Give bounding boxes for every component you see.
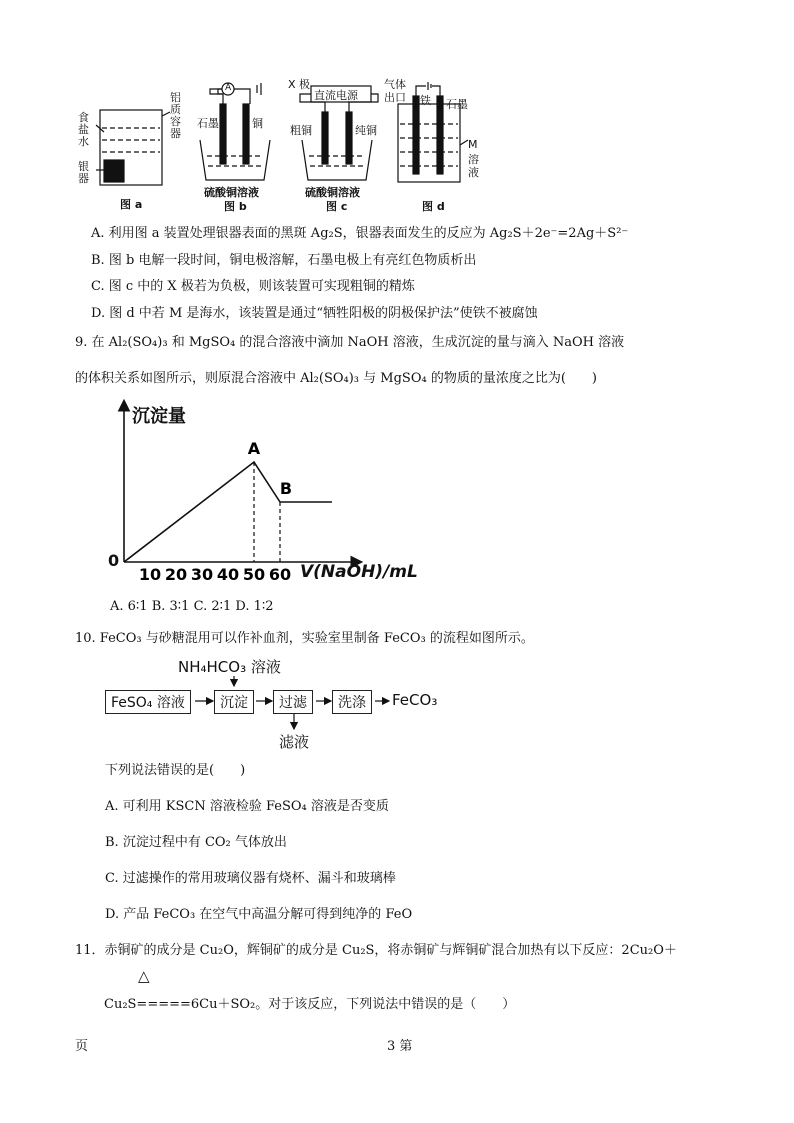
- flow-box-filter: 过滤: [273, 690, 313, 714]
- flow-reagent: NH₄HCO₃ 溶液: [178, 658, 281, 676]
- x-tick-label: 50: [242, 565, 266, 584]
- flow-box-feso4: FeSO₄ 溶液: [105, 690, 191, 714]
- q10-option-a: A. 可利用 KSCN 溶液检验 FeSO₄ 溶液是否变质: [105, 799, 389, 814]
- flow-box-precipitate: 沉淀: [214, 690, 254, 714]
- fig-d-caption: 图 d: [422, 200, 445, 213]
- fig-a-label-zhi: 质: [170, 103, 181, 116]
- fig-a-label-qi: 器: [170, 127, 181, 140]
- flow-filtrate: 滤液: [279, 733, 310, 751]
- flow-product: FeCO₃: [392, 691, 438, 709]
- footer-left: 页: [75, 1039, 89, 1054]
- footer-page-number: 3 第: [387, 1039, 413, 1054]
- fig-c-right-electrode: 纯铜: [355, 124, 377, 137]
- q8-option-b: B. 图 b 电解一段时间，铜电极溶解，石墨电极上有亮红色物质析出: [91, 253, 477, 268]
- fig-c-caption: 图 c: [326, 200, 348, 213]
- q10-option-c: C. 过滤操作的常用玻璃仪器有烧杯、漏斗和玻璃棒: [105, 871, 396, 886]
- q11-stem-line-1: 11．赤铜矿的成分是 Cu₂O，辉铜矿的成分是 Cu₂S，将赤铜矿与辉铜矿混合加热有以下反应：2Cu₂O＋: [75, 943, 677, 958]
- fig-a-label-silver: 银: [78, 160, 89, 173]
- fig-d-right-electrode: 石墨: [446, 98, 468, 111]
- fig-b-right-electrode: 铜: [252, 117, 263, 130]
- fig-a-label-food: 食: [78, 111, 89, 124]
- fig-d-m-3: 液: [468, 166, 479, 179]
- fig-a-caption: 图 a: [120, 198, 143, 211]
- chart-origin-label: 0: [108, 551, 120, 570]
- point-label-B: B: [279, 479, 293, 498]
- q9-options: A. 6∶1 B. 3∶1 C. 2∶1 D. 1∶2: [110, 599, 274, 614]
- x-tick-label: 10: [138, 565, 162, 584]
- fig-a-label-water: 水: [78, 135, 89, 148]
- q10-question: 下列说法错误的是( ): [105, 763, 246, 778]
- x-tick-label: 20: [164, 565, 188, 584]
- fig-c-x-pole: X 极: [288, 78, 311, 91]
- fig-d-m-2: 溶: [468, 153, 479, 166]
- q8-option-c: C. 图 c 中的 X 极若为负极，则该装置可实现粗铜的精炼: [91, 279, 415, 294]
- q9-stem-line-2: 的体积关系如图所示，则原混合溶液中 Al₂(SO₄)₃ 与 MgSO₄ 的物质的量浓度之比为( ): [75, 371, 597, 386]
- chart-ylabel: 沉淀量: [132, 406, 186, 427]
- fig-c-power-supply: 直流电源: [314, 89, 358, 102]
- q10-option-d: D. 产品 FeCO₃ 在空气中高温分解可得到纯净的 FeO: [105, 907, 413, 922]
- q8-option-a: A. 利用图 a 装置处理银器表面的黑斑 Ag₂S，银器表面发生的反应为 Ag₂S＋2e⁻=2Ag＋S²⁻: [91, 226, 629, 241]
- fig-c-left-electrode: 粗铜: [290, 124, 312, 137]
- q10-option-b: B. 沉淀过程中有 CO₂ 气体放出: [105, 835, 287, 850]
- q10-stem: 10. FeCO₃ 与砂糖混用可以作补血剂，实验室里制备 FeCO₃ 的流程如图所示。: [75, 631, 534, 646]
- q9-stem-line-1: 9. 在 Al₂(SO₄)₃ 和 MgSO₄ 的混合溶液中滴加 NaOH 溶液，生成沉淀的量与滴入 NaOH 溶液: [75, 335, 625, 350]
- fig-a-label-rong: 容: [170, 115, 181, 128]
- q11-stem-line-2: Cu₂S=====6Cu＋SO₂。对于该反应，下列说法中错误的是（ ）: [104, 997, 516, 1012]
- fig-d-m-1: M: [468, 138, 478, 151]
- fig-d-gas-1: 气体: [384, 78, 406, 91]
- point-label-A: A: [247, 439, 261, 458]
- fig-b-solution: 硫酸铜溶液: [204, 186, 259, 199]
- chart-xlabel: V(NaOH)/mL: [300, 562, 418, 582]
- fig-d-left-electrode: 铁: [420, 94, 431, 107]
- x-tick-label: 30: [190, 565, 214, 584]
- fig-b-ammeter: A: [225, 83, 232, 93]
- fig-b-caption: 图 b: [224, 200, 247, 213]
- fig-a-label-al: 铝: [170, 91, 181, 104]
- fig-d-gas-2: 出口: [384, 91, 406, 104]
- flow-box-wash: 洗涤: [332, 690, 372, 714]
- x-tick-label: 40: [216, 565, 240, 584]
- fig-a-label-ware: 器: [78, 172, 89, 185]
- fig-b-left-electrode: 石墨: [197, 117, 219, 130]
- q11-heat-symbol: △: [138, 967, 150, 985]
- x-tick-label: 60: [268, 565, 292, 584]
- q8-option-d: D. 图 d 中若 M 是海水，该装置是通过“牺牲阳极的阴极保护法”使铁不被腐蚀: [91, 306, 538, 321]
- fig-a-label-salt: 盐: [78, 123, 89, 136]
- fig-c-solution: 硫酸铜溶液: [305, 186, 360, 199]
